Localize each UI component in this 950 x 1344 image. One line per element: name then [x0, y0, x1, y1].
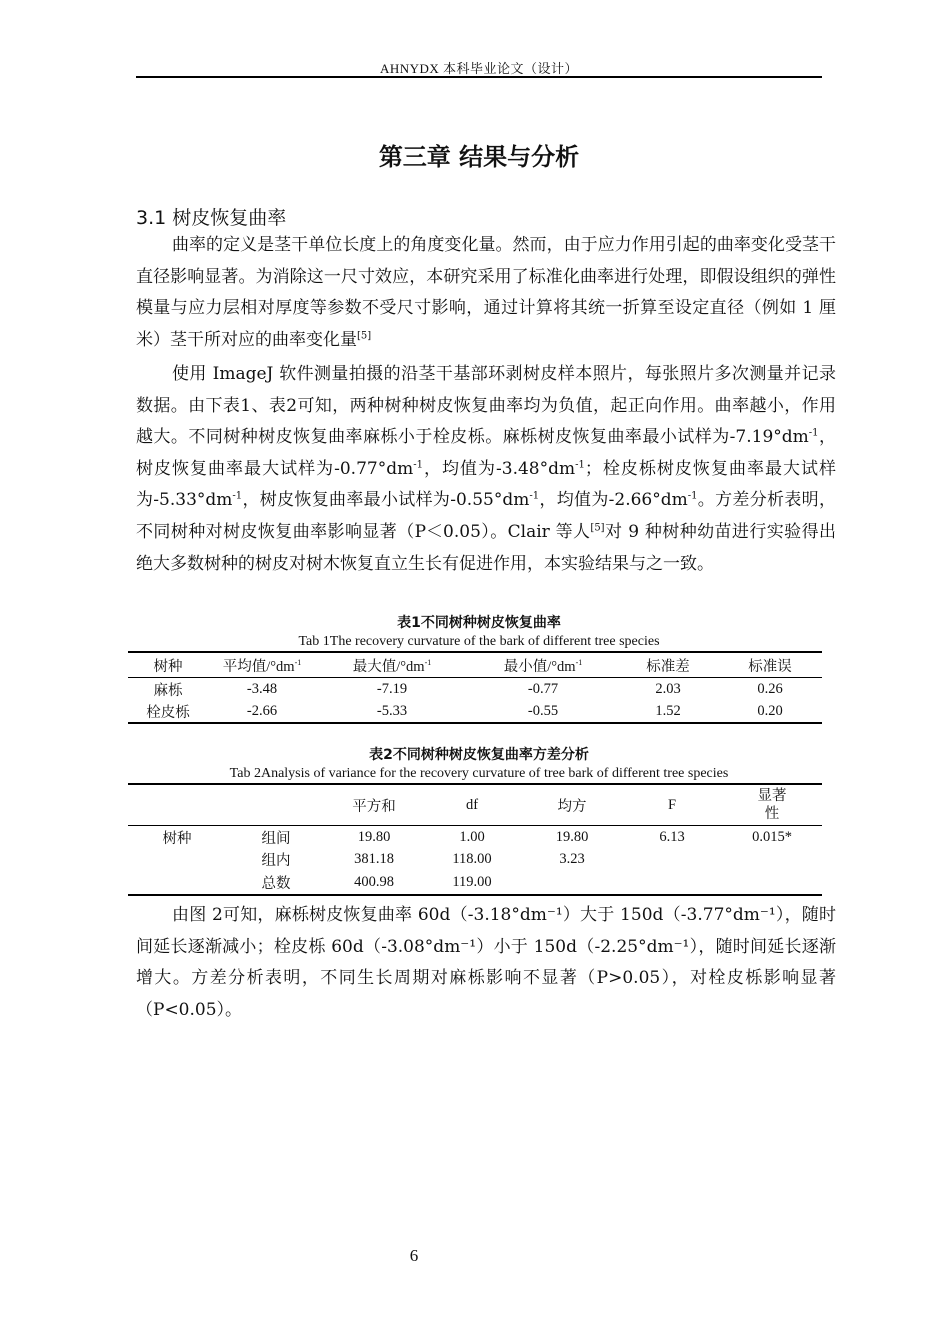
unit-exponent: -1	[413, 459, 423, 471]
col-header-group	[226, 784, 326, 826]
table-cell: 组间	[261, 830, 291, 847]
table-cell: 1.00	[459, 828, 485, 845]
table-row	[128, 849, 822, 872]
header-rule	[136, 76, 822, 78]
table-cell: 119.00	[452, 873, 492, 890]
text-run: 。方差分析表明，不同树种对树皮恢复曲率影响显著（P＜0.05）。Clair 等人	[136, 490, 836, 542]
citation-ref: [5]	[357, 330, 372, 342]
text-run: ，均值为-3.48°dm	[422, 458, 576, 479]
text-run: ，均值为-2.66°dm	[539, 490, 688, 511]
col-header-min: 最小值$/^\circ dm^{-1}$	[468, 652, 618, 678]
unit-exponent: -1	[575, 459, 585, 471]
col-header-max: 最大值$/^\circ dm^{-1}$	[316, 652, 468, 678]
table2-anova	[128, 783, 822, 896]
table-row	[128, 826, 822, 849]
table-cell: 0.26	[757, 680, 783, 697]
table-cell: -7.19	[376, 680, 408, 697]
table-cell: -0.55	[527, 702, 559, 719]
text-run: ；栓皮栎树皮恢复曲率最大试样为-5.33°dm	[136, 458, 837, 511]
unit-exponent: -1	[687, 490, 698, 502]
col-header-factor	[128, 784, 226, 826]
paragraph-growth-period: 由图 2可知，麻栎树皮恢复曲率 60d（-3.18°dm⁻¹）大于 150d（-3.77°dm⁻¹），随时间延长逐渐减小；栓皮栎 60d（-3.08°dm⁻¹）小于 150d（-2.25°dm⁻¹），随时间延长逐渐增大。方差分析表明，不同生长周期对麻栎影响不显著（P>0.05），对栓皮栎影响显著（P<0.05）。	[136, 905, 836, 1020]
table-row	[128, 700, 822, 723]
table-cell: 1.52	[655, 702, 681, 719]
col-header-species: 树种	[128, 652, 208, 678]
table-cell	[128, 871, 226, 895]
table-cell: 400.98	[354, 873, 394, 890]
table-cell: 3.23	[559, 851, 585, 868]
unit-exponent: -1	[232, 490, 243, 502]
paragraph-text: 曲率的定义是茎干单位长度上的角度变化量。然而，由于应力作用引起的曲率变化受茎干直径影响显著。为消除这一尺寸效应，本研究采用了标准化曲率进行处理，即假设组织的弹性模量与应力层相对厚度等参数不受尺寸影响，通过计算将其统一折算至设定直径（例如 1 厘米）茎干所对应的曲率变化量	[136, 235, 836, 350]
table-cell: 0.015*	[752, 828, 792, 845]
table-cell: 总数	[261, 875, 291, 892]
table-cell: -2.66	[246, 702, 278, 719]
table-cell: 19.80	[357, 828, 391, 845]
section-title: 3.1 树皮恢复曲率	[136, 207, 287, 229]
page-number: 6	[409, 1246, 419, 1265]
table2-caption-en: Tab 2Analysis of variance for the recovery curvature of tree bark of different tree species	[229, 766, 729, 781]
table-cell: 栓皮栎	[146, 704, 190, 721]
text-run: 使用 ImageJ 软件测量拍摄的沿茎干基部环剥树皮样本照片，每张照片多次测量并记录数据。由下表1、表2可知，两种树种树皮恢复曲率均为负值，起正向作用。曲率越小，作用越大。不同树种树皮恢复曲率麻栎小于栓皮栎。麻栎树皮恢复曲率最小试样为-7.19°dm	[136, 364, 836, 448]
table-cell: 0.20	[757, 702, 783, 719]
table-cell: 树种	[162, 830, 192, 847]
table-cell: 2.03	[655, 680, 681, 697]
col-header-sum-of-squares: 平方和	[326, 784, 422, 826]
table-cell	[522, 871, 622, 895]
table1-caption-cn: 表1不同树种树皮恢复曲率	[397, 615, 561, 631]
table-cell	[622, 871, 722, 895]
table2-caption-cn: 表2不同树种树皮恢复曲率方差分析	[369, 747, 589, 763]
table-cell	[128, 849, 226, 872]
table-cell: -5.33	[376, 702, 408, 719]
col-header-mean-square: 均方	[522, 784, 622, 826]
paragraph-curvature-definition	[136, 230, 836, 356]
chapter-title: 第三章 结果与分析	[378, 143, 580, 171]
text-run: 对 9 种树种幼苗进行实验得出绝大多数树种的树皮对树木恢复直立生长有促进作用，本实验结果与之一致。	[136, 521, 836, 574]
text-run: ，树皮恢复曲率最小试样为-0.55°dm	[242, 490, 530, 511]
running-header: AHNYDX 本科毕业论文（设计）	[379, 61, 579, 76]
text-run: ，树皮恢复曲率最大试样为-0.77°dm	[136, 427, 836, 479]
table-cell	[722, 849, 822, 872]
unit-exponent: -1	[529, 490, 540, 502]
table-cell: 组内	[261, 853, 291, 870]
table-cell: 6.13	[659, 828, 685, 845]
table-header-row	[128, 784, 822, 826]
table-cell	[722, 871, 822, 895]
unit-exponent: -1	[808, 427, 819, 439]
col-header-f: F	[622, 784, 722, 826]
col-header-df: df	[422, 784, 522, 826]
table-row	[128, 871, 822, 895]
table-cell: -3.48	[246, 680, 278, 697]
paragraph-results	[136, 359, 836, 580]
table1-caption-en: Tab 1The recovery curvature of the bark of different tree species	[298, 634, 660, 649]
col-header-sd: 标准差	[618, 652, 718, 678]
table1-bark-curvature	[128, 651, 822, 724]
table-cell: 381.18	[354, 851, 394, 868]
table-cell: 19.80	[555, 828, 589, 845]
table-row	[128, 678, 822, 701]
col-header-se: 标准误	[718, 652, 822, 678]
table-cell: -0.77	[527, 680, 559, 697]
citation-ref: [5]	[590, 522, 605, 534]
col-header-significance: 显著性	[722, 784, 822, 826]
col-header-mean: 平均值$/^\circ dm^{-1}$	[208, 652, 316, 678]
table-header-row	[128, 652, 822, 678]
table-cell: 118.00	[452, 851, 492, 868]
table-cell	[622, 849, 722, 872]
table-cell: 麻栎	[153, 682, 183, 699]
